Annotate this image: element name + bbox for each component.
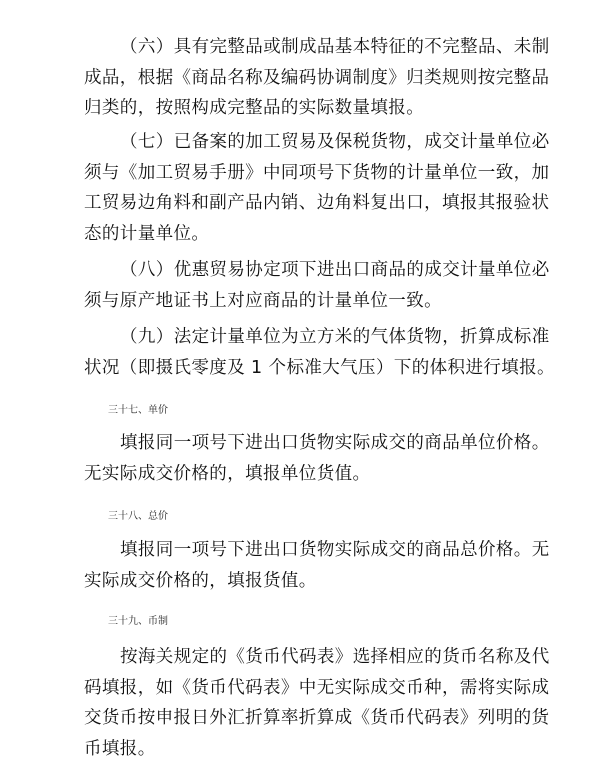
text-line: 状况（即摄氏零度及 1 个标准大气压）下的体积进行填报。 [84,357,555,378]
section-heading-currency: 三十九、币制 [108,616,168,627]
text-line: 按海关规定的《货币代码表》选择相应的货币名称及代 [120,647,550,667]
paragraph-item-7 [84,127,550,249]
text-line: 无实际成交价格的，填报单位货值。 [84,463,371,484]
text-line: 交货币按申报日外汇折算率折算成《货币代码表》列明的货 [84,708,550,728]
text-line: 填报同一项号下进出口货物实际成交的商品单位价格。 [120,433,550,453]
paragraph-currency [84,642,550,764]
text-line: （八）优惠贸易协定项下进出口商品的成交计量单位必 [120,260,550,280]
paragraph-item-6 [84,32,550,124]
text-line: （九）法定计量单位为立方米的气体货物，折算成标准 [120,327,550,347]
text-line: 须与《加工贸易手册》中同项号下货物的计量单位一致，加 [84,162,550,183]
text-line: 须与原产地证书上对应商品的计量单位一致。 [84,290,442,311]
text-line: 归类的，按照构成完整品的实际数量填报。 [84,98,425,118]
text-line: 工贸易边角料和副产品内销、边角料复出口，填报其报验状 [84,193,550,213]
text-line: （六）具有完整品或制成品基本特征的不完整品、未制 [120,37,550,57]
text-line: 成品，根据《商品名称及编码协调制度》归类规则按完整品 [84,67,550,88]
text-line: 币填报。 [84,738,156,759]
text-line: 态的计量单位。 [84,223,210,244]
text-line: 实际成交价格的，填报货值。 [84,570,317,591]
paragraph-unit-price [84,428,550,489]
section-heading-unit-price: 三十七、单价 [108,405,168,416]
text-line: 码填报，如《货币代码表》中无实际成交币种，需将实际成 [84,677,550,698]
section-heading-total-price: 三十八、总价 [108,511,168,522]
paragraph-total-price [84,535,550,596]
paragraph-item-9 [84,322,555,383]
text-line: 填报同一项号下进出口货物实际成交的商品总价格。无 [120,540,550,560]
text-line: （七）已备案的加工贸易及保税货物，成交计量单位必 [120,132,550,152]
paragraph-item-8 [84,255,550,316]
